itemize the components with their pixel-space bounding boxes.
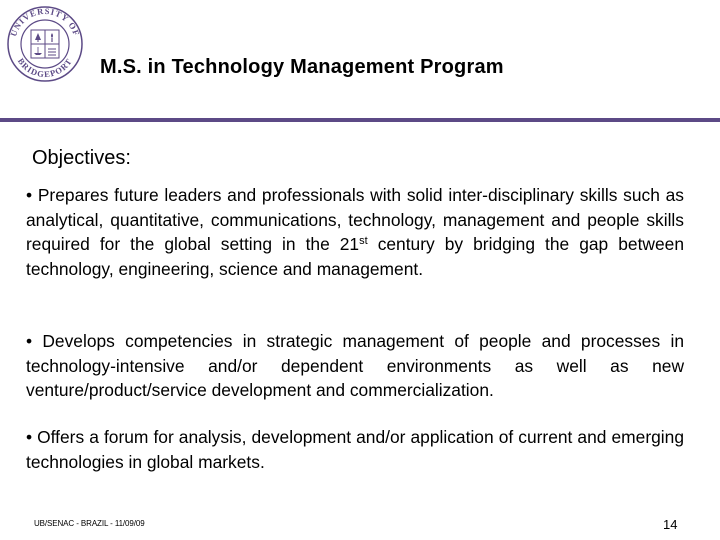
- svg-text:BRIDGEPORT: BRIDGEPORT: [15, 56, 75, 80]
- objective-item-1-text: • Prepares future leaders and professionals with solid inter-disciplinary skills such as analytical, quantitative, communications, technology, management and people skills required for the global setting in the 21: [26, 185, 684, 254]
- objective-item-1: [26, 183, 684, 281]
- seal-icon: [6, 5, 84, 83]
- objective-item-3: • Offers a forum for analysis, development and/or application of current and emerging technologies in global markets.: [26, 427, 684, 472]
- svg-text:UNIVERSITY OF: UNIVERSITY OF: [8, 5, 82, 38]
- page-title: M.S. in Technology Management Program: [100, 56, 504, 78]
- objective-item-2: • Develops competencies in strategic management of people and processes in technology-intensive and/or dependent environments as well as new venture/product/service development and commercialization.: [26, 331, 684, 400]
- objective-item-1-text-end: century by bridging the gap between technology, engineering, science and management.: [26, 234, 684, 279]
- objectives-heading: Objectives:: [32, 147, 131, 169]
- university-seal-logo: [6, 5, 84, 83]
- footer-label: UB/SENAC - BRAZIL - 11/09/09: [34, 519, 145, 528]
- page-number: 14: [663, 517, 678, 532]
- header-divider: [0, 118, 720, 122]
- ordinal-suffix: st: [359, 235, 368, 247]
